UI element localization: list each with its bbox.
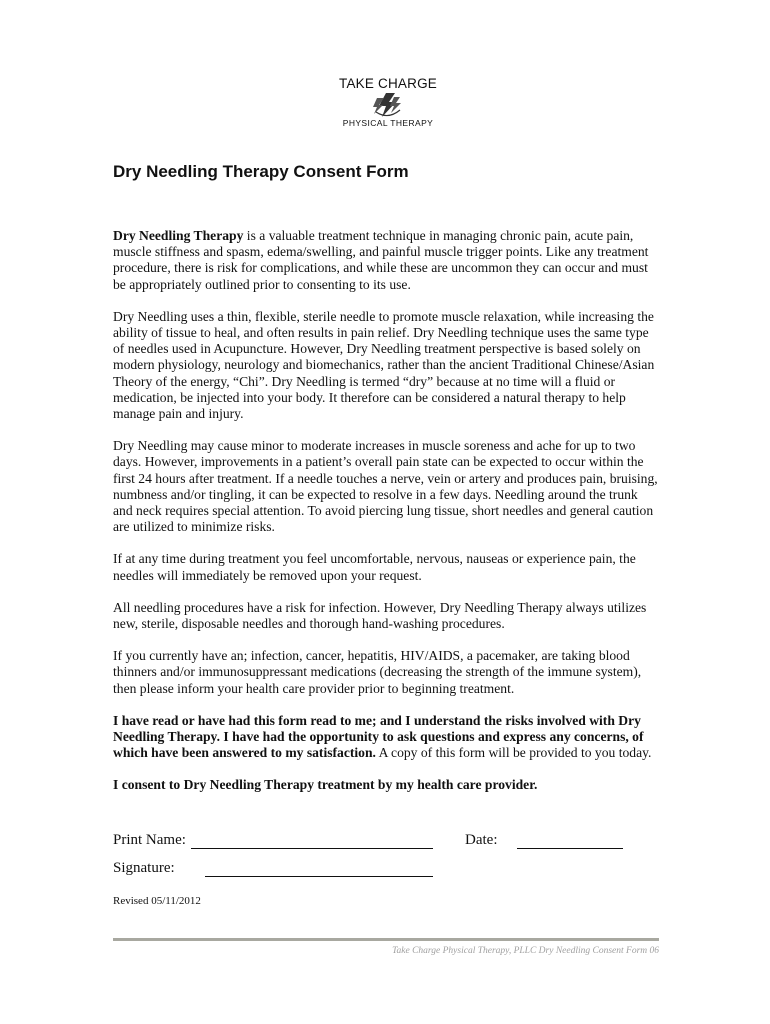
print-name-field[interactable] xyxy=(191,832,433,849)
form-body xyxy=(113,228,659,808)
intro-bold-term: Dry Needling Therapy xyxy=(113,228,244,243)
paragraph-side-effects: Dry Needling may cause minor to moderate increases in muscle soreness and ache for up to two days. However, improvements in a patient’s overall pain state can be expected to occur within the first 24 hours after treatment. If a needle touches a nerve, vein or artery and produces pain, bruising, numbness and/or tingling, it can be expected to resolve in a few days. Needling around the trunk and neck requires special attention. To avoid piercing lung tissue, short needles and general caution are utilized to minimize risks. xyxy=(113,438,658,535)
paragraph-description: Dry Needling uses a thin, flexible, sterile needle to promote muscle relaxation, while increasing the ability of tissue to heal, and often results in pain relief. Dry Needling technique uses the same type of needles used in Acupuncture. However, Dry Needling treatment perspective is based solely on modern physiology, neurology and biomechanics, rather than the ancient Traditional Chinese/Asian Theory of the energy, “Chi”. Dry Needling is termed “dry” because at no time will a fluid or medication, be injected into your body. It therefore can be considered a natural therapy to help manage pain and injury. xyxy=(113,308,655,422)
paragraph-consent xyxy=(113,777,659,793)
footer-text: Take Charge Physical Therapy, PLLC Dry Needling Consent Form 06 xyxy=(392,946,659,956)
revision-date: Revised 05/11/2012 xyxy=(113,895,201,907)
logo-bottom-text: PHYSICAL THERAPY xyxy=(342,118,434,128)
signature-field[interactable] xyxy=(205,860,433,877)
print-name-label: Print Name: xyxy=(113,832,186,848)
lightning-bolt-logo-icon xyxy=(368,92,408,118)
paragraph-contraindications: If you currently have an; infection, cancer, hepatitis, HIV/AIDS, a pacemaker, are taking blood thinners and/or immunosuppressant medications (decreasing the strength of the immune system), then please inform your health care provider prior to beginning treatment. xyxy=(113,648,642,696)
paragraph-intro xyxy=(113,228,659,293)
signature-row xyxy=(113,860,659,888)
logo-top-text: TAKE CHARGE xyxy=(339,76,437,91)
company-logo xyxy=(333,76,443,132)
date-field[interactable] xyxy=(517,832,623,849)
paragraph-infection: All needling procedures have a risk for infection. However, Dry Needling Therapy always utilizes new, sterile, disposable needles and thorough hand-washing procedures. xyxy=(113,599,647,632)
consent-statement: I consent to Dry Needling Therapy treatment by my health care provider. xyxy=(113,777,538,793)
form-title: Dry Needling Therapy Consent Form xyxy=(113,162,409,181)
signature-fields xyxy=(113,832,659,888)
acknowledgement-bold: I have read or have had this form read to me; and I understand the risks involved with Dry Needling Therapy. I have had the opportunity to ask questions and express any concerns, of which have been answered to my satisfaction. xyxy=(113,712,644,761)
paragraph-acknowledgement xyxy=(113,713,659,762)
signature-label: Signature: xyxy=(113,860,175,876)
intro-text: is a valuable treatment technique in managing chronic pain, acute pain, muscle stiffness and spasm, edema/swelling, and painful muscle trigger points. Like any treatment procedure, there is risk for complications, and while these are uncommon they can occur and must be appropriately outlined prior to consenting to its use. xyxy=(113,228,649,292)
acknowledgement-text: A copy of this form will be provided to you today. xyxy=(375,745,652,761)
paragraph-removal: If at any time during treatment you feel uncomfortable, nervous, nauseas or experience pain, the needles will immediately be removed upon your request. xyxy=(113,551,636,583)
print-name-row xyxy=(113,832,659,860)
date-label: Date: xyxy=(465,832,498,848)
footer-divider xyxy=(113,938,659,941)
